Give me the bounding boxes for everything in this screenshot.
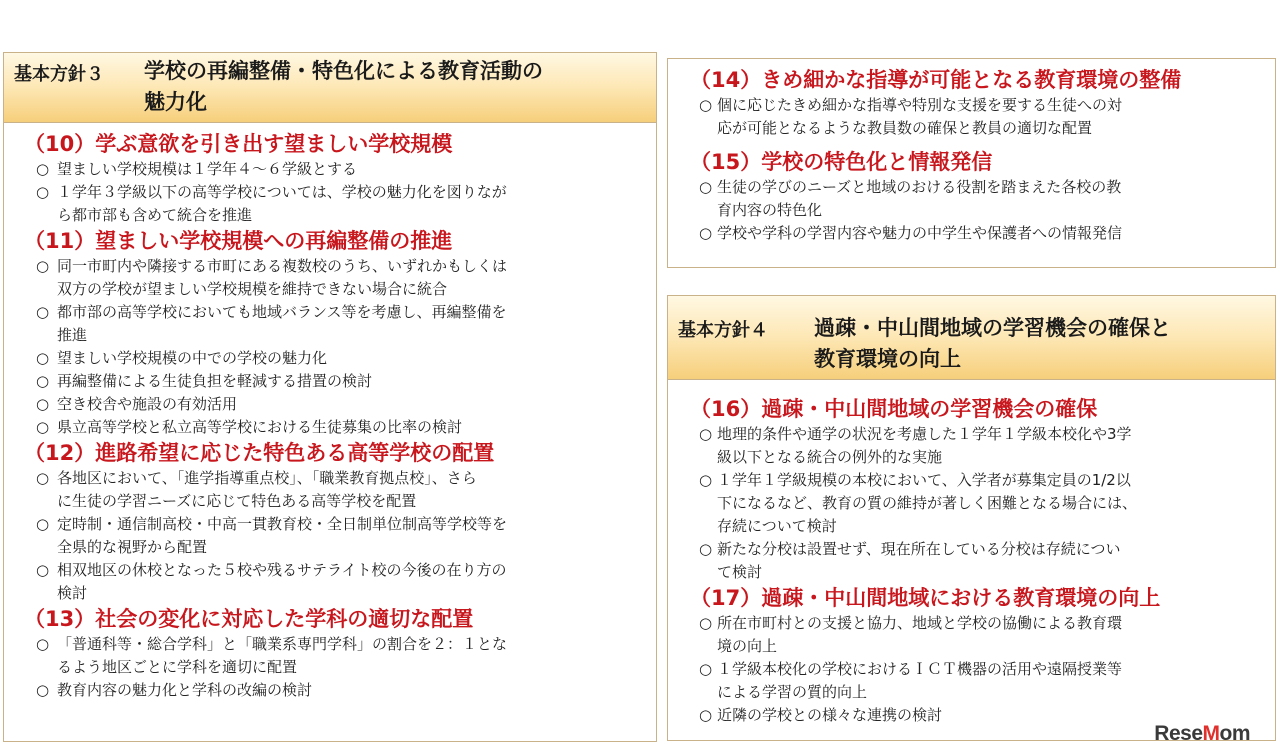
circle-bullet-icon: ○ <box>699 178 713 196</box>
bullet-item <box>4 301 656 347</box>
section-heading: （17）過疎・中山間地域における教育環境の向上 <box>690 586 1161 610</box>
bullet-text-line: 推進 <box>57 326 88 344</box>
bullet-text-line: による学習の質的向上 <box>717 683 868 701</box>
circle-bullet-icon: ○ <box>36 635 50 653</box>
policy-4-title <box>814 313 1171 375</box>
bullet-item <box>4 416 656 439</box>
policy-3-continued-panel <box>667 58 1276 268</box>
bullet-item <box>668 658 1275 704</box>
resemom-logo: ReseMom <box>1154 722 1250 745</box>
bullet-item <box>4 633 656 679</box>
policy-4-panel <box>667 295 1276 741</box>
bullet-text-line: 全県的な視野から配置 <box>57 538 208 556</box>
circle-bullet-icon: ○ <box>36 395 50 413</box>
bullet-text-line: 学校や学科の学習内容や魅力の中学生や保護者への情報発信 <box>717 224 1123 242</box>
bullet-text-line: 存続について検討 <box>717 517 837 535</box>
policy-3-title-line: 魅力化 <box>144 90 207 114</box>
bullet-text-line: 「普通科等・総合学科」と「職業系専門学科」の割合を２：１とな <box>57 635 508 653</box>
bullet-item <box>668 612 1275 658</box>
bullet-item <box>4 181 656 227</box>
policy-3-body <box>4 130 656 702</box>
circle-bullet-icon: ○ <box>36 183 50 201</box>
bullet-item <box>4 255 656 301</box>
bullet-text-line: 応が可能となるような教員数の確保と教員の適切な配置 <box>717 119 1093 137</box>
circle-bullet-icon: ○ <box>36 372 50 390</box>
section-heading: （14）きめ細かな指導が可能となる教育環境の整備 <box>690 68 1182 92</box>
bullet-text-line: 県立高等学校と私立高等学校における生徒募集の比率の検討 <box>57 418 463 436</box>
bullet-text-line: 近隣の学校との様々な連携の検討 <box>717 706 943 724</box>
bullet-text-line: 所在市町村との支援と協力、地域と学校の協働による教育環 <box>717 614 1123 632</box>
policy-4-title-line: 教育環境の向上 <box>814 347 961 371</box>
section-heading: （10）学ぶ意欲を引き出す望ましい学校規模 <box>24 132 453 156</box>
bullet-text-line: 各地区において、「進学指導重点校」、「職業教育拠点校」、さら <box>57 469 477 487</box>
bullet-text-line: 地理的条件や通学の状況を考慮した１学年１学級本校化や3学 <box>717 425 1132 443</box>
circle-bullet-icon: ○ <box>36 515 50 533</box>
bullet-item <box>4 393 656 416</box>
policy-4-tag: 基本方針４ <box>678 320 768 341</box>
bullet-item <box>668 222 1275 245</box>
bullet-text-line: に生徒の学習ニーズに応じて特色ある高等学校を配置 <box>57 492 417 510</box>
policy-3-title <box>144 56 543 118</box>
policy-3-panel <box>3 52 657 742</box>
bullet-text-line: 境の向上 <box>717 637 778 655</box>
bullet-item <box>668 176 1275 222</box>
circle-bullet-icon: ○ <box>36 469 50 487</box>
bullet-text-line: 空き校舎や施設の有効活用 <box>57 395 238 413</box>
bullet-text-line: 同一市町内や隣接する市町にある複数校のうち、いずれかもしくは <box>57 257 508 275</box>
bullet-item <box>668 423 1275 469</box>
bullet-text-line: 生徒の学びのニーズと地域のおける役割を踏まえた各校の教 <box>717 178 1122 196</box>
circle-bullet-icon: ○ <box>36 561 50 579</box>
bullet-text-line: 検討 <box>57 584 88 602</box>
circle-bullet-icon: ○ <box>699 96 713 114</box>
circle-bullet-icon: ○ <box>36 257 50 275</box>
bullet-text-line: 双方の学校が望ましい学校規模を維持できない場合に統合 <box>57 280 448 298</box>
bullet-text-line: るよう地区ごとに学科を適切に配置 <box>57 658 298 676</box>
bullet-text-line: 望ましい学校規模の中での学校の魅力化 <box>57 349 328 367</box>
circle-bullet-icon: ○ <box>36 418 50 436</box>
bullet-text-line: 新たな分校は設置せず、現在所在している分校は存続につい <box>717 540 1121 558</box>
policy-4-body <box>668 395 1275 727</box>
bullet-text-line: １学級本校化の学校におけるＩＣＴ機器の活用や遠隔授業等 <box>717 660 1123 678</box>
bullet-text-line: 相双地区の休校となった５校や残るサテライト校の今後の在り方の <box>57 561 507 579</box>
bullet-text-line: 級以下となる統合の例外的な実施 <box>717 448 943 466</box>
bullet-text-line: ら都市部も含めて統合を推進 <box>57 206 253 224</box>
bullet-item <box>4 467 656 513</box>
bullet-text-line: 個に応じたきめ細かな指導や特別な支援を要する生徒への対 <box>717 96 1123 114</box>
bullet-item <box>4 513 656 559</box>
bullet-item <box>668 94 1275 140</box>
circle-bullet-icon: ○ <box>699 614 713 632</box>
circle-bullet-icon: ○ <box>36 349 50 367</box>
policy-3-tag: 基本方針３ <box>14 64 104 85</box>
bullet-text-line: て検討 <box>717 563 763 581</box>
bullet-item <box>668 538 1275 584</box>
circle-bullet-icon: ○ <box>699 425 713 443</box>
bullet-text-line: １学年３学級以下の高等学校については、学校の魅力化を図りなが <box>57 183 507 201</box>
circle-bullet-icon: ○ <box>699 660 713 678</box>
bullet-item <box>4 679 656 702</box>
bullet-text-line: 望ましい学校規模は１学年４～６学級とする <box>57 160 358 178</box>
section-heading: （16）過疎・中山間地域の学習機会の確保 <box>690 397 1098 421</box>
bullet-item <box>4 559 656 605</box>
circle-bullet-icon: ○ <box>699 706 713 724</box>
policy-3-continued-body <box>668 66 1275 245</box>
circle-bullet-icon: ○ <box>699 224 713 242</box>
policy-4-title-line: 過疎・中山間地域の学習機会の確保と <box>814 316 1171 340</box>
circle-bullet-icon: ○ <box>36 681 50 699</box>
bullet-text-line: 教育内容の魅力化と学科の改編の検討 <box>57 681 313 699</box>
bullet-text-line: 下になるなど、教育の質の維持が著しく困難となる場合には、 <box>717 494 1138 512</box>
circle-bullet-icon: ○ <box>36 303 50 321</box>
section-heading: （15）学校の特色化と情報発信 <box>690 150 993 174</box>
policy-3-title-line: 学校の再編整備・特色化による教育活動の <box>144 59 543 83</box>
section-heading: （12）進路希望に応じた特色ある高等学校の配置 <box>24 441 495 465</box>
bullet-item <box>4 158 656 181</box>
policy-4-header <box>668 296 1275 380</box>
section-heading: （13）社会の変化に対応した学科の適切な配置 <box>24 607 474 631</box>
circle-bullet-icon: ○ <box>699 471 713 489</box>
bullet-item <box>668 469 1275 538</box>
bullet-text-line: 都市部の高等学校においても地域バランス等を考慮し、再編整備を <box>57 303 507 321</box>
bullet-text-line: 再編整備による生徒負担を軽減する措置の検討 <box>57 372 373 390</box>
circle-bullet-icon: ○ <box>36 160 50 178</box>
bullet-text-line: 定時制・通信制高校・中高一貫教育校・全日制単位制高等学校等を <box>57 515 508 533</box>
bullet-item <box>4 347 656 370</box>
bullet-item <box>4 370 656 393</box>
bullet-text-line: １学年１学級規模の本校において、入学者が募集定員の1/2以 <box>717 471 1131 489</box>
circle-bullet-icon: ○ <box>699 540 713 558</box>
section-heading: （11）望ましい学校規模への再編整備の推進 <box>24 229 453 253</box>
policy-3-header <box>4 53 656 123</box>
bullet-text-line: 育内容の特色化 <box>717 201 823 219</box>
